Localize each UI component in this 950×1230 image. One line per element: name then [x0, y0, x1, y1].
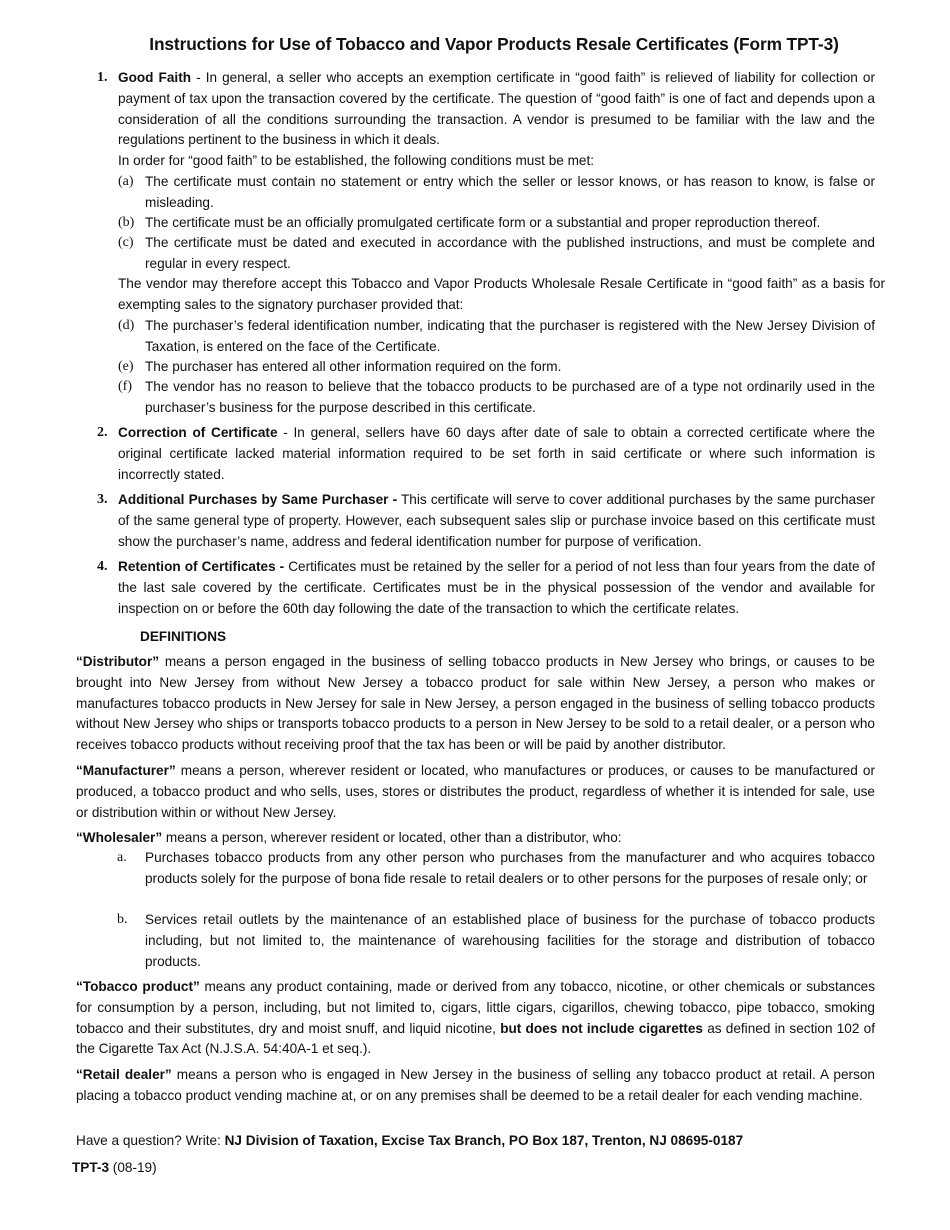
item-number: 3. [97, 492, 108, 507]
item-good-faith [118, 68, 875, 151]
definition-text: means a person engaged in the business of selling tobacco products in New Jersey who brings, or causes to be brought into New Jersey from without New Jersey a tobacco product for sale within New Jersey, a person who makes or manufactures tobacco products in New Jersey for sale in New Jersey, a person engaged in the business of selling tobacco products without New Jersey who ships or transports tobacco products to a person in New Jersey to be sold to a retail dealer, or a person who receives tobacco products without receiving proof that the tax has been or will be paid by another distributor. [76, 654, 875, 753]
condition-label: (c) [118, 235, 134, 250]
condition-text: The certificate must be an officially promulgated certificate form or a substantial and proper reproduction thereof. [145, 215, 821, 230]
provision-label: (e) [118, 359, 134, 374]
definition-text: means a person who is engaged in New Jersey in the business of selling any tobacco product at retail. A person placing a tobacco product vending machine at, or on any premises shall be deemed to be a retail dealer for each vending machine. [76, 1067, 875, 1103]
form-footer [72, 1160, 157, 1175]
definition-text: means a person, wherever resident or located, who manufactures or produces, or causes to be manufactured or produced, a tobacco product and who sells, uses, stores or distributes the product, regardless of whether it is intended for sale, use or distribution within or without New Jersey. [76, 763, 875, 820]
item-text: - In general, sellers have 60 days after date of sale to obtain a corrected certificate where the original certificate lacked material information required to be set forth in said certificate or where such information is incorrectly stated. [118, 425, 875, 482]
condition-label: (a) [118, 174, 134, 189]
provision-label: (f) [118, 379, 132, 394]
item-heading: Retention of Certificates - [118, 559, 285, 574]
wholesaler-item-text: Purchases tobacco products from any other person who purchases from the manufacturer and who acquires tobacco products solely for the purpose of bona fide resale to retail dealers or to other persons for the purposes of resale only; or [145, 850, 875, 886]
conditions-intro: In order for “good faith” to be established, the following conditions must be met: [118, 153, 595, 168]
item-text: - In general, a seller who accepts an exemption certificate in “good faith” is relieved of liability for collection or payment of tax upon the transaction covered by the certificate. The question of “good faith” is one of fact and depends upon a consideration of all the conditions surrounding the transaction. A vendor is presumed to be familiar with the law and the regulations pertinent to the business in which it deals. [118, 70, 876, 148]
definition-manufacturer [76, 761, 875, 823]
wholesaler-item-label: b. [117, 912, 128, 927]
definition-text: means a person, wherever resident or located, other than a distributor, who: [162, 830, 622, 845]
item-heading: Additional Purchases by Same Purchaser - [118, 492, 398, 507]
item-text: Certificates must be retained by the seller for a period of not less than four years from the date of the last sale covered by the certificate. Certificates must be in the physical possession of the vendor and available for inspection on or before the 60th day following the date of the transaction to which the certificate relates. [118, 559, 875, 616]
provision-text: The purchaser has entered all other information required on the form. [145, 359, 562, 374]
provision-text: The purchaser’s federal identification number, indicating that the purchaser is registered with the New Jersey Division of Taxation, is entered on the face of the Certificate. [145, 318, 875, 354]
item-correction [118, 423, 875, 485]
definition-term: “Manufacturer” [76, 763, 176, 778]
item-heading: Correction of Certificate [118, 425, 278, 440]
item-additional-purchases [118, 490, 875, 552]
page-title: Instructions for Use of Tobacco and Vapor Products Resale Certificates (Form TPT-3) [149, 34, 839, 54]
definition-tobacco-product [76, 977, 875, 1060]
definition-distributor [76, 652, 875, 756]
question-line [76, 1131, 876, 1152]
condition-text: The certificate must contain no statement or entry which the seller or lessor knows, or has reason to know, is false or misleading. [145, 174, 875, 210]
item-number: 1. [97, 70, 108, 85]
wholesaler-item-label: a. [117, 850, 127, 865]
item-text: This certificate will serve to cover additional purchases by the same purchaser of the same general type of property. However, each subsequent sales slip or purchase invoice based on this certificate must show the purchaser’s name, address and federal identification number for purpose of verification. [118, 492, 875, 549]
item-heading: Good Faith [118, 70, 192, 85]
definition-term: “Distributor” [76, 654, 160, 669]
question-prefix: Have a question? Write: [76, 1133, 225, 1148]
item-number: 2. [97, 425, 108, 440]
definition-term: “Tobacco product” [76, 979, 200, 994]
wholesaler-item-text: Services retail outlets by the maintenance of an established place of business for the purchase of tobacco products including, but not limited to, the maintenance of warehousing facilities for the storage and distribution of tobacco products. [145, 912, 875, 969]
definition-retail-dealer [76, 1065, 875, 1107]
definition-wholesaler [76, 828, 875, 849]
definition-text-after: as defined in section 102 of the Cigarette Tax Act (N.J.S.A. 54:40A-1 et seq.). [76, 1020, 875, 1057]
mailing-address: NJ Division of Taxation, Excise Tax Branch, PO Box 187, Trenton, NJ 08695-0187 [224, 1133, 744, 1148]
item-retention [118, 557, 875, 619]
definitions-heading: DEFINITIONS [140, 629, 227, 644]
form-id: TPT-3 [72, 1160, 110, 1175]
condition-text: The certificate must be dated and executed in accordance with the published instructions, and must be complete and regular in every respect. [145, 235, 875, 271]
condition-label: (b) [118, 215, 135, 230]
definition-exclusion: but does not include cigarettes [495, 1020, 703, 1036]
definition-term: “Wholesaler” [76, 830, 163, 845]
definition-term: “Retail dealer” [76, 1067, 172, 1082]
form-revision: (08-19) [109, 1160, 157, 1175]
provision-label: (d) [118, 318, 135, 333]
definition-text: means any product containing, made or derived from any tobacco, nicotine, or other chemicals or substances for consumption by a person, including, but not limited to, cigars, little cigars, cigarillos, chewing tobacco, pipe tobacco, smoking tobacco and their substitutes, dry and moist snuff, and liquid nicotine, [76, 979, 875, 1036]
provision-text: The vendor has no reason to believe that the tobacco products to be purchased are of a type not ordinarily used in the purchaser’s business for the purpose described in this certificate. [145, 379, 875, 415]
item-number: 4. [97, 559, 108, 574]
vendor-text: The vendor may therefore accept this Tobacco and Vapor Products Wholesale Resale Certificate in “good faith” as a basis for exempting sales to the signatory purchaser provided that: [118, 276, 885, 312]
